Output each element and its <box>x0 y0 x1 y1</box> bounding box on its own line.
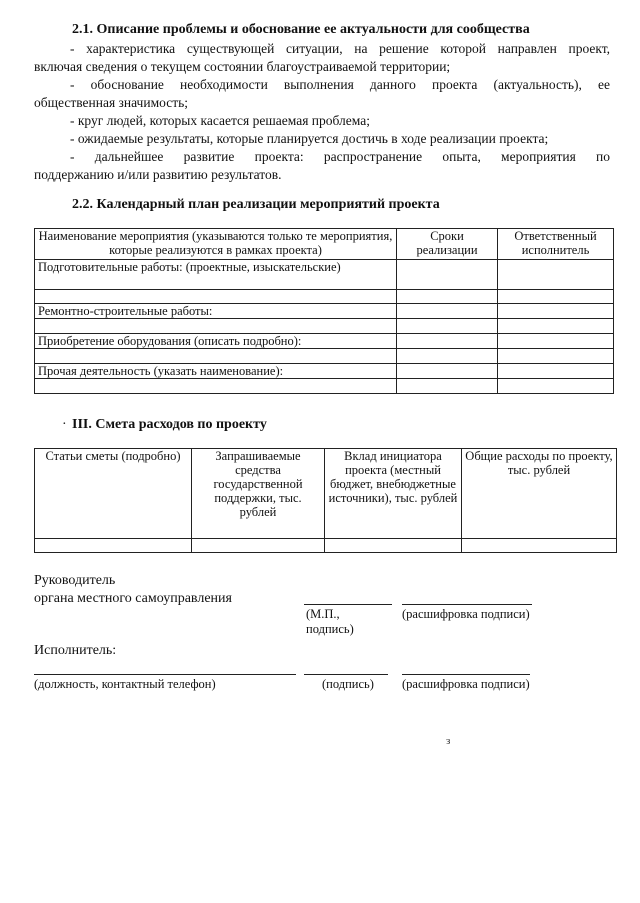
table-row <box>35 349 614 364</box>
table-row <box>35 539 617 553</box>
table-row <box>35 260 614 290</box>
row-activity: Приобретение оборудования (описать подробно): <box>35 334 397 349</box>
executor-decode-line <box>402 674 530 675</box>
header-initiator-contribution: Вклад инициатора проекта (местный бюджет, внебюджетные источники), тыс. рублей <box>325 449 462 539</box>
signature-label: (подпись) <box>322 677 374 691</box>
table-row <box>35 290 614 304</box>
cost-estimate-header-row <box>35 449 617 539</box>
row-activity: Прочая деятельность (указать наименование): <box>35 364 397 379</box>
head-title-line-1: Руководитель <box>34 573 116 588</box>
item-1-line-a: - характеристика существующей ситуации, на решение которой направлен проект, <box>70 41 610 56</box>
position-line <box>34 674 296 675</box>
header-total-costs: Общие расходы по проекту, тыс. рублей <box>462 449 617 539</box>
cost-estimate-table <box>34 448 617 553</box>
decode-label: (расшифровка подписи) <box>402 607 530 621</box>
section-2-1-heading: 2.1. Описание проблемы и обоснование ее актуальности для сообщества <box>72 22 530 37</box>
table-row <box>35 304 614 319</box>
section-2-1-item-1 <box>34 40 610 76</box>
table-row <box>35 379 614 394</box>
section-2-2-heading: 2.2. Календарный план реализации мероприятий проекта <box>72 197 440 212</box>
header-responsible: Ответственный исполнитель <box>498 229 614 260</box>
row-activity <box>35 319 397 334</box>
section-3-bullet: · <box>62 417 67 432</box>
item-2-line-a: - обоснование необходимости выполнения данного проекта (актуальность), ее <box>70 77 610 92</box>
section-3-heading: III. Смета расходов по проекту <box>72 417 267 432</box>
calendar-plan-header-row <box>35 229 614 260</box>
row-activity <box>35 349 397 364</box>
executor-label: Исполнитель: <box>34 643 117 658</box>
head-title-line-2: органа местного самоуправления <box>34 591 232 606</box>
executor-signature-line <box>304 674 388 675</box>
section-2-1-item-3: - круг людей, которых касается решаемая проблема; <box>70 113 370 128</box>
row-activity <box>35 290 397 304</box>
header-requested-funds: Запрашиваемые средства государственной поддержки, тыс. рублей <box>192 449 325 539</box>
item-1-line-b: включая сведения о текущем состоянии благоустраиваемой территории; <box>34 59 451 74</box>
row-activity <box>35 379 397 394</box>
section-2-1-item-4: - ожидаемые результаты, которые планируется достичь в ходе реализации проекта; <box>70 131 549 146</box>
table-row <box>35 364 614 379</box>
table-row <box>35 319 614 334</box>
header-activity: Наименование мероприятия (указываются только те мероприятия, которые реализуются в рамках проекта) <box>35 229 397 260</box>
mp-label-2: подпись) <box>306 622 354 636</box>
row-activity: Подготовительные работы: (проектные, изыскательские) <box>35 260 397 290</box>
head-decode-line <box>402 604 532 605</box>
header-cost-items: Статьи сметы (подробно) <box>35 449 192 539</box>
section-2-1-item-2 <box>34 76 610 112</box>
item-2-line-b: общественная значимость; <box>34 95 188 110</box>
table-row <box>35 334 614 349</box>
calendar-plan-table <box>34 228 614 394</box>
head-signature-line <box>304 604 392 605</box>
decode-label-2: (расшифровка подписи) <box>402 677 530 691</box>
item-5-line-b: поддержанию и/или развитию результатов. <box>34 167 282 182</box>
header-dates: Сроки реализации <box>397 229 498 260</box>
item-5-line-a: - дальнейшее развитие проекта: распространение опыта, мероприятия по <box>70 149 610 164</box>
position-label: (должность, контактный телефон) <box>34 677 216 691</box>
page-mark: з <box>446 735 451 747</box>
row-activity: Ремонтно-строительные работы: <box>35 304 397 319</box>
mp-label: (М.П., <box>306 607 340 621</box>
section-2-1-item-5 <box>34 148 610 184</box>
